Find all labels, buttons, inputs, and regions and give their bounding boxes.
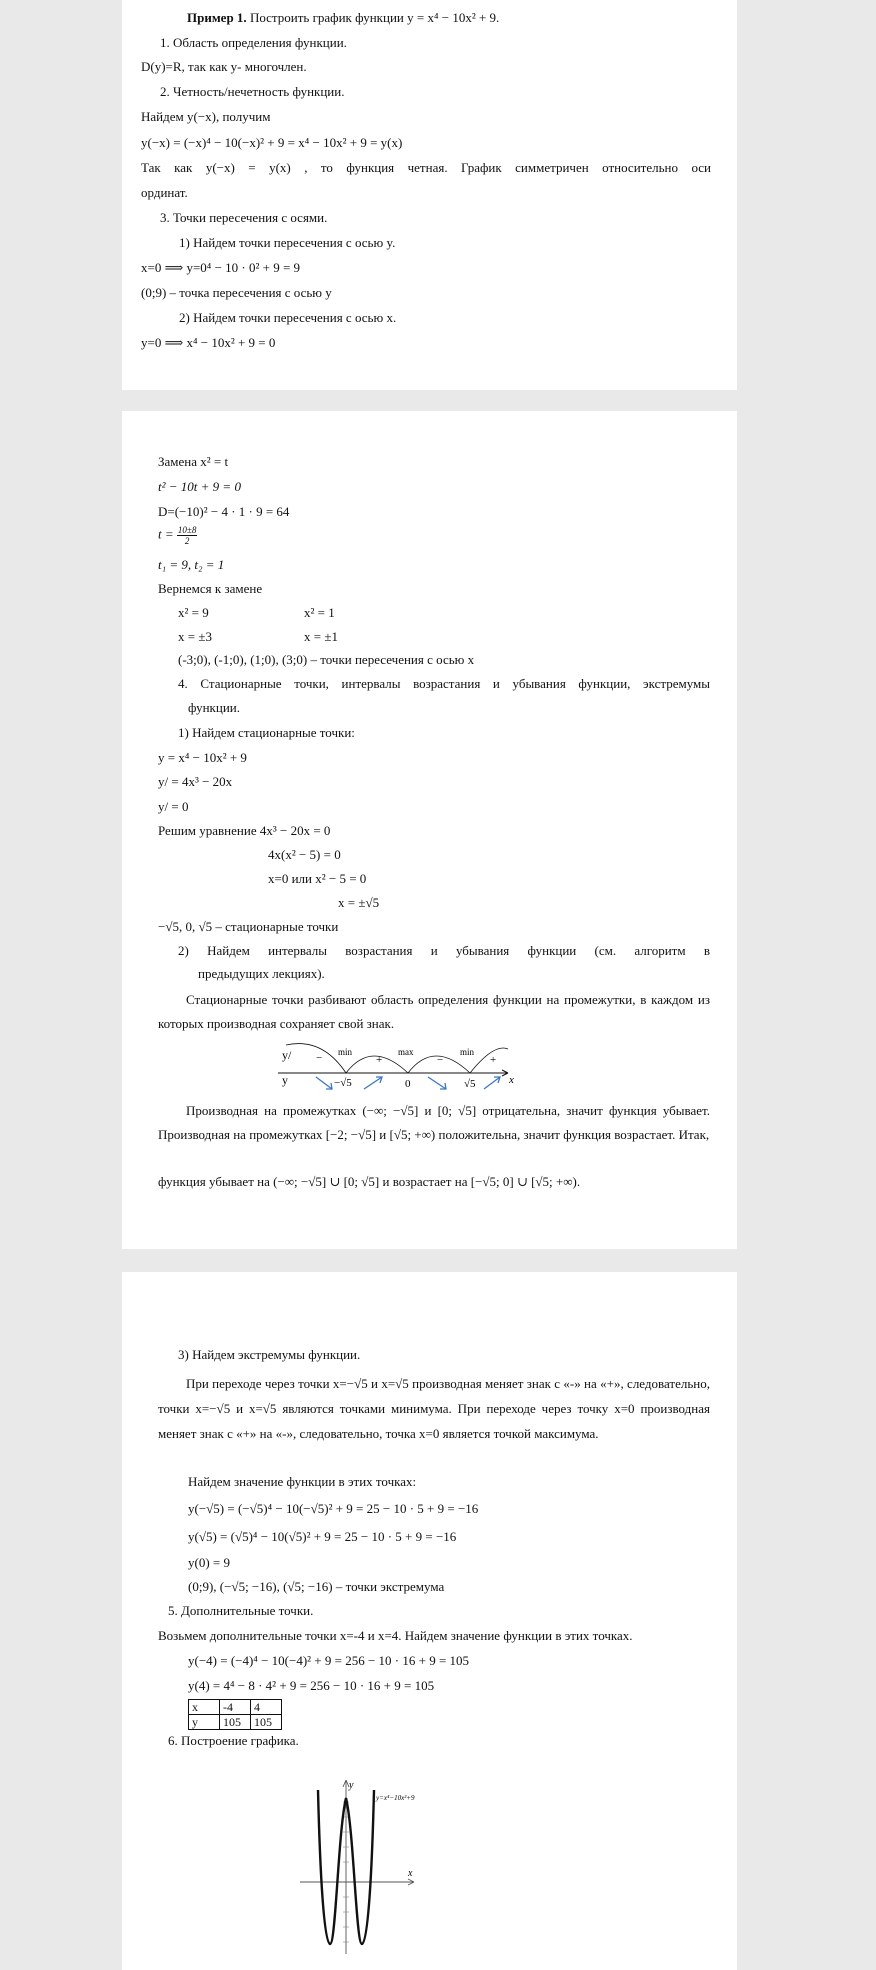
sign-2: + <box>376 1054 383 1066</box>
function-formula: y = x⁴ − 10x² + 9 <box>158 750 247 765</box>
t-roots: t₁ = 9, t₂ = 1 <box>158 557 225 572</box>
paragraph-stationary: Стационарные точки разбивают область определения функции на промежутки, в каждом из которых производная сохраняет свой знак. <box>158 992 710 1031</box>
y-intercept: (0;9) – точка пересечения с осью y <box>141 285 332 300</box>
paragraph-extrema: При переходе через точки x=−√5 и x=√5 производная меняет знак с «-» на «+», следовательно, точки x=−√5 и x=√5 являются точками минимума. При переходе через точку x=0 производная меняет знак с «+» на «-», следовательно, точка x=0 является точкой максимума. <box>158 1376 710 1441</box>
decrease-arrow-2 <box>428 1077 446 1089</box>
function-graph <box>296 1772 456 1957</box>
table-cell: 105 <box>251 1715 282 1730</box>
values-table <box>188 1699 282 1730</box>
section-6-heading: 6. Построение графика. <box>168 1733 299 1748</box>
extremum-min-1: min <box>338 1047 353 1057</box>
section-2-heading: 2. Четность/нечетность функции. <box>160 84 345 99</box>
cases-line: x=0 или x² − 5 = 0 <box>268 871 367 886</box>
t-formula: t = $\frac{10\pm 8}{2}$ <box>158 525 197 546</box>
derivative-zero: y/ = 0 <box>158 799 189 814</box>
domain-line: D(y)=R, так как y- многочлен. <box>141 59 307 74</box>
value-zero: y(0) = 9 <box>188 1555 230 1570</box>
even-statement-line2: ординат. <box>141 185 188 200</box>
decrease-arrow-1 <box>316 1077 332 1089</box>
axis-x-label: x <box>509 1074 514 1086</box>
point-zero: 0 <box>405 1078 411 1090</box>
label-yprime: y/ <box>282 1048 292 1062</box>
x-pm-3: x = ±3 <box>178 629 212 644</box>
back-substitution: Вернемся к замене <box>158 581 263 596</box>
x0-formula: x=0 ⟹ y=0⁴ − 10 · 0² + 9 = 9 <box>141 260 301 275</box>
find-values: Найдем значение функции в этих точках: <box>188 1474 417 1489</box>
table-cell: x <box>189 1700 220 1715</box>
table-row <box>189 1715 282 1730</box>
extremum-max: max <box>398 1047 414 1057</box>
point-sqrt5: √5 <box>464 1078 476 1090</box>
increase-arrow-1 <box>364 1077 382 1089</box>
yneg-formula: y(−x) = (−x)⁴ − 10(−x)² + 9 = x⁴ − 10x² + 9 = y(x) <box>141 135 403 150</box>
quadratic: t² − 10t + 9 = 0 <box>158 479 241 494</box>
section-4-heading-line1: 4. Стационарные точки, интервалы возрастания и убывания функции, экстремумы <box>178 676 710 691</box>
extra-points: Возьмем дополнительные точки x=-4 и x=4. Найдем значение функции в этих точках. <box>158 1628 633 1643</box>
point-neg-sqrt5: −√5 <box>334 1077 352 1089</box>
stationary-points: −√5, 0, √5 – стационарные точки <box>158 919 339 934</box>
page-3 <box>122 1272 737 1970</box>
conclusion: функция убывает на (−∞; −√5] ∪ [0; √5] и возрастает на [−√5; 0] ∪ [√5; +∞). <box>158 1174 581 1189</box>
sign-1: − <box>316 1052 323 1064</box>
x-intercepts: (-3;0), (-1;0), (1;0), (3;0) – точки пересечения с осью x <box>178 652 475 667</box>
find-yneg: Найдем y(−x), получим <box>141 109 271 124</box>
x2-eq-9: x² = 9 <box>178 605 209 620</box>
derivative-formula: y/ = 4x³ − 20x <box>158 774 233 789</box>
solve-equation: Решим уравнение 4x³ − 20x = 0 <box>158 823 331 838</box>
x2-eq-1: x² = 1 <box>304 605 335 620</box>
section-4-2-line2: предыдущих лекциях). <box>198 966 325 981</box>
section-4-2-line1: 2) Найдем интервалы возрастания и убывания функции (см. алгоритм в <box>178 943 710 958</box>
table-cell: -4 <box>220 1700 251 1715</box>
section-5-heading: 5. Дополнительные точки. <box>168 1603 314 1618</box>
section-3-2: 2) Найдем точки пересечения с осью x. <box>179 310 397 325</box>
graph-function-label: y=x⁴−10x²+9 <box>376 1794 415 1802</box>
substitution: Замена x² = t <box>158 454 229 469</box>
section-4-3: 3) Найдем экстремумы функции. <box>178 1347 361 1362</box>
section-4-heading-line2: функции. <box>188 700 240 715</box>
table-cell: 105 <box>220 1715 251 1730</box>
section-3-1: 1) Найдем точки пересечения с осью y. <box>179 235 396 250</box>
x-pm-sqrt5: x = ±√5 <box>338 895 380 910</box>
value-neg-sqrt5: y(−√5) = (−√5)⁴ − 10(−√5)² + 9 = 25 − 10 · 5 + 9 = −16 <box>188 1501 479 1516</box>
label-y: y <box>282 1073 288 1087</box>
section-3-heading: 3. Точки пересечения с осями. <box>160 210 328 225</box>
paragraph-derivative: Производная на промежутках (−∞; −√5] и [0; √5] отрицательна, значит функция убывает. Производная на промежутках [−2; −√5] и [√5; +∞) положительна, значит функция возрастает. Итак, <box>158 1103 710 1142</box>
increase-arrow-2 <box>484 1077 500 1089</box>
even-statement-line1: Так как y(−x) = y(x) , то функция четная. График симметричен относительно оси <box>141 160 711 175</box>
extremum-points: (0;9), (−√5; −16), (√5; −16) – точки экстремума <box>188 1579 445 1594</box>
sign-diagram <box>272 1039 572 1093</box>
sign-4: + <box>490 1054 497 1066</box>
table-cell: y <box>189 1715 220 1730</box>
example-title: Пример 1. Построить график функции y = x⁴ − 10x² + 9. <box>187 10 500 25</box>
section-4-1: 1) Найдем стационарные точки: <box>178 725 355 740</box>
value-neg4: y(−4) = (−4)⁴ − 10(−4)² + 9 = 256 − 10 · 16 + 9 = 105 <box>188 1653 470 1668</box>
x-pm-1: x = ±1 <box>304 629 338 644</box>
y0-formula: y=0 ⟹ x⁴ − 10x² + 9 = 0 <box>141 335 276 350</box>
value-4: y(4) = 4⁴ − 8 · 4² + 9 = 256 − 10 · 16 + 9 = 105 <box>188 1678 435 1693</box>
graph-axis-y-label: y <box>349 1780 354 1791</box>
arc-interval-4 <box>470 1048 508 1073</box>
value-sqrt5: y(√5) = (√5)⁴ − 10(√5)² + 9 = 25 − 10 · 5 + 9 = −16 <box>188 1529 457 1544</box>
section-1-heading: 1. Область определения функции. <box>160 35 347 50</box>
table-row <box>189 1700 282 1715</box>
page-2 <box>122 411 737 1249</box>
extremum-min-2: min <box>460 1047 475 1057</box>
sign-3: − <box>437 1054 444 1066</box>
table-cell: 4 <box>251 1700 282 1715</box>
factored-equation: 4x(x² − 5) = 0 <box>268 847 341 862</box>
graph-axis-x-label: x <box>408 1868 413 1879</box>
discriminant: D=(−10)² − 4 · 1 · 9 = 64 <box>158 504 290 519</box>
page-1 <box>122 0 737 390</box>
